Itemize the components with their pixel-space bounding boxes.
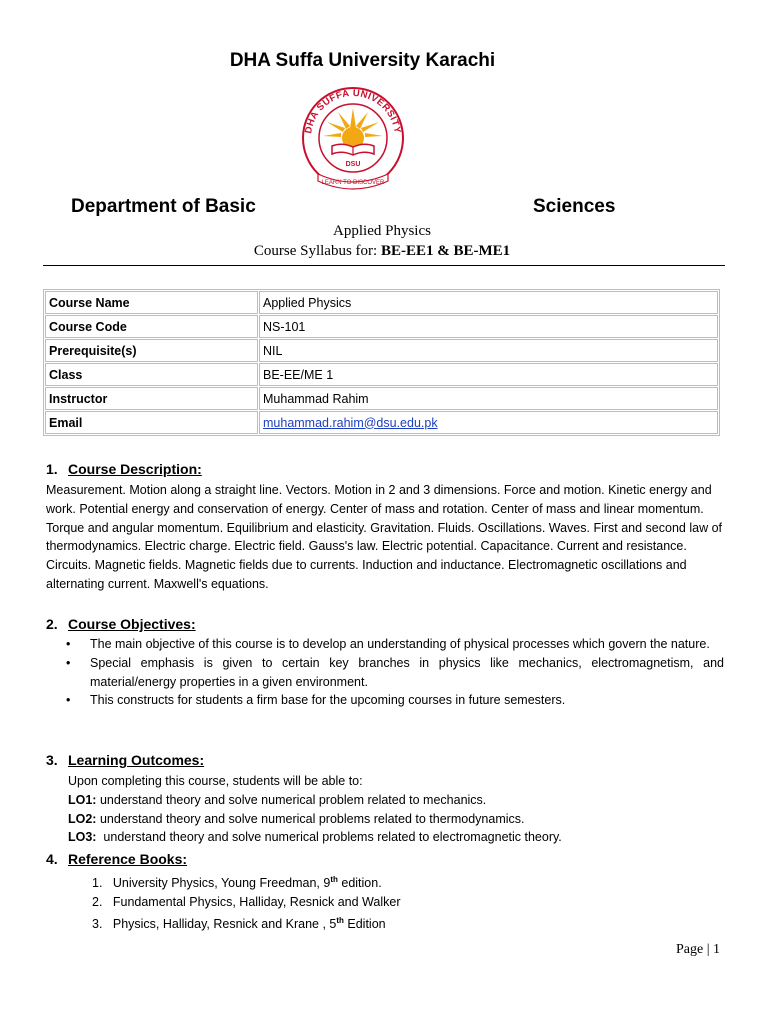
table-value: Applied Physics (259, 291, 718, 314)
section-heading-books (46, 851, 187, 867)
section-title: Course Description: (68, 461, 202, 477)
list-number: 1. (92, 876, 103, 891)
table-row (45, 363, 718, 386)
table-key: Email (45, 411, 258, 434)
book-title: University Physics, Young Freedman, 9th edition. (112, 875, 382, 891)
list-item (46, 691, 724, 710)
list-item-text: This constructs for students a firm base for the upcoming courses in future semesters. (90, 693, 566, 708)
bullet-icon: • (66, 637, 71, 651)
table-row (45, 291, 718, 314)
section-heading-description (46, 461, 202, 477)
list-item (68, 893, 400, 912)
section-number: 3. (46, 752, 58, 768)
outcome-label: LO2: (68, 811, 97, 826)
table-row (45, 387, 718, 410)
university-logo (296, 84, 410, 196)
instructor-email-link[interactable]: muhammad.rahim@dsu.edu.pk (263, 415, 438, 430)
book-title: Fundamental Physics, Halliday, Resnick and Walker (112, 894, 401, 909)
syllabus-programs: BE-EE1 & BE-ME1 (380, 243, 511, 259)
page-number: Page | 1 (676, 942, 721, 957)
outcome-label: LO1: (68, 792, 97, 807)
header-divider (43, 265, 725, 266)
outcome-item (68, 810, 728, 829)
department-name-right: Sciences (533, 196, 616, 217)
list-item (46, 635, 724, 654)
book-title: Physics, Halliday, Resnick and Krane , 5th Edition (112, 915, 386, 931)
table-key: Instructor (45, 387, 258, 410)
section-number: 1. (46, 461, 58, 477)
table-value: NS-101 (259, 315, 718, 338)
department-name-left: Department of Basic (71, 196, 256, 217)
outcome-text: understand theory and solve numerical problems related to electromagnetic theory. (96, 830, 562, 845)
table-key: Class (45, 363, 258, 386)
table-key: Course Code (45, 315, 258, 338)
table-row (45, 411, 718, 434)
outcome-item (68, 828, 728, 847)
university-title: DHA Suffa University Karachi (229, 50, 496, 71)
course-info-table (43, 289, 720, 436)
section-title: Reference Books: (68, 851, 188, 867)
section-heading-outcomes (46, 752, 204, 768)
table-row (45, 315, 718, 338)
section-heading-objectives (46, 616, 196, 632)
list-number: 2. (92, 894, 103, 909)
section-number: 4. (46, 851, 58, 867)
syllabus-prefix: Course Syllabus for: (253, 243, 381, 259)
outcomes-intro: Upon completing this course, students will be able to: (68, 774, 363, 788)
learning-outcomes-text (68, 772, 728, 847)
course-title: Applied Physics (333, 223, 431, 239)
table-key: Prerequisite(s) (45, 339, 258, 362)
objectives-list (46, 635, 724, 710)
table-value: BE-EE/ME 1 (259, 363, 718, 386)
list-item (68, 912, 400, 934)
table-value: NIL (259, 339, 718, 362)
outcome-text: understand theory and solve numerical problem related to mechanics. (96, 792, 487, 807)
table-value: Muhammad Rahim (259, 387, 718, 410)
table-value (259, 411, 718, 434)
list-number: 3. (92, 916, 103, 931)
list-item (46, 654, 724, 692)
list-item (68, 871, 400, 893)
logo-arc-text: DHA SUFFA UNIVERSITY (303, 87, 403, 135)
course-description-text: Measurement. Motion along a straight line. Vectors. Motion in 2 and 3 dimensions. Force and motion. Kinetic energy and work. Potential energy and conservation of energy. Center of mass and rotation. Center of mass and linear momentum. Torque and angular momentum. Equilibrium and elasticity. Gravitation. Fluids. Oscillations. Waves. First and second law of thermodynamics. Electric charge. Electric field. Gauss's law. Electric potential. Capacitance. Current and resistance. Circuits. Magnetic fields. Magnetic fields due to currents. Induction and inductance. Electromagnetic oscillations and alternating current. Maxwell's equations. (46, 483, 722, 591)
section-title: Course Objectives: (68, 616, 196, 632)
logo-abbr: DSU (345, 161, 361, 168)
list-item-text: The main objective of this course is to develop an understanding of physical processes which govern the nature. (90, 637, 710, 651)
bullet-icon: • (66, 655, 71, 670)
table-row (45, 339, 718, 362)
outcome-label: LO3: (68, 830, 97, 845)
list-item-text: Special emphasis is given to certain key branches in physics like mechanics, electromagnetism, and material/energy properties in a given environment. (90, 655, 724, 689)
table-key: Course Name (45, 291, 258, 314)
reference-books-list (68, 871, 400, 934)
outcome-text: understand theory and solve numerical problems related to thermodynamics. (96, 811, 525, 826)
logo-motto: LEARN TO DISCOVER (321, 180, 385, 186)
section-number: 2. (46, 616, 58, 632)
bullet-icon: • (66, 693, 71, 708)
outcome-item (68, 791, 728, 810)
syllabus-subtitle (0, 243, 764, 260)
section-title: Learning Outcomes: (68, 752, 205, 768)
university-seal-icon (296, 84, 410, 196)
